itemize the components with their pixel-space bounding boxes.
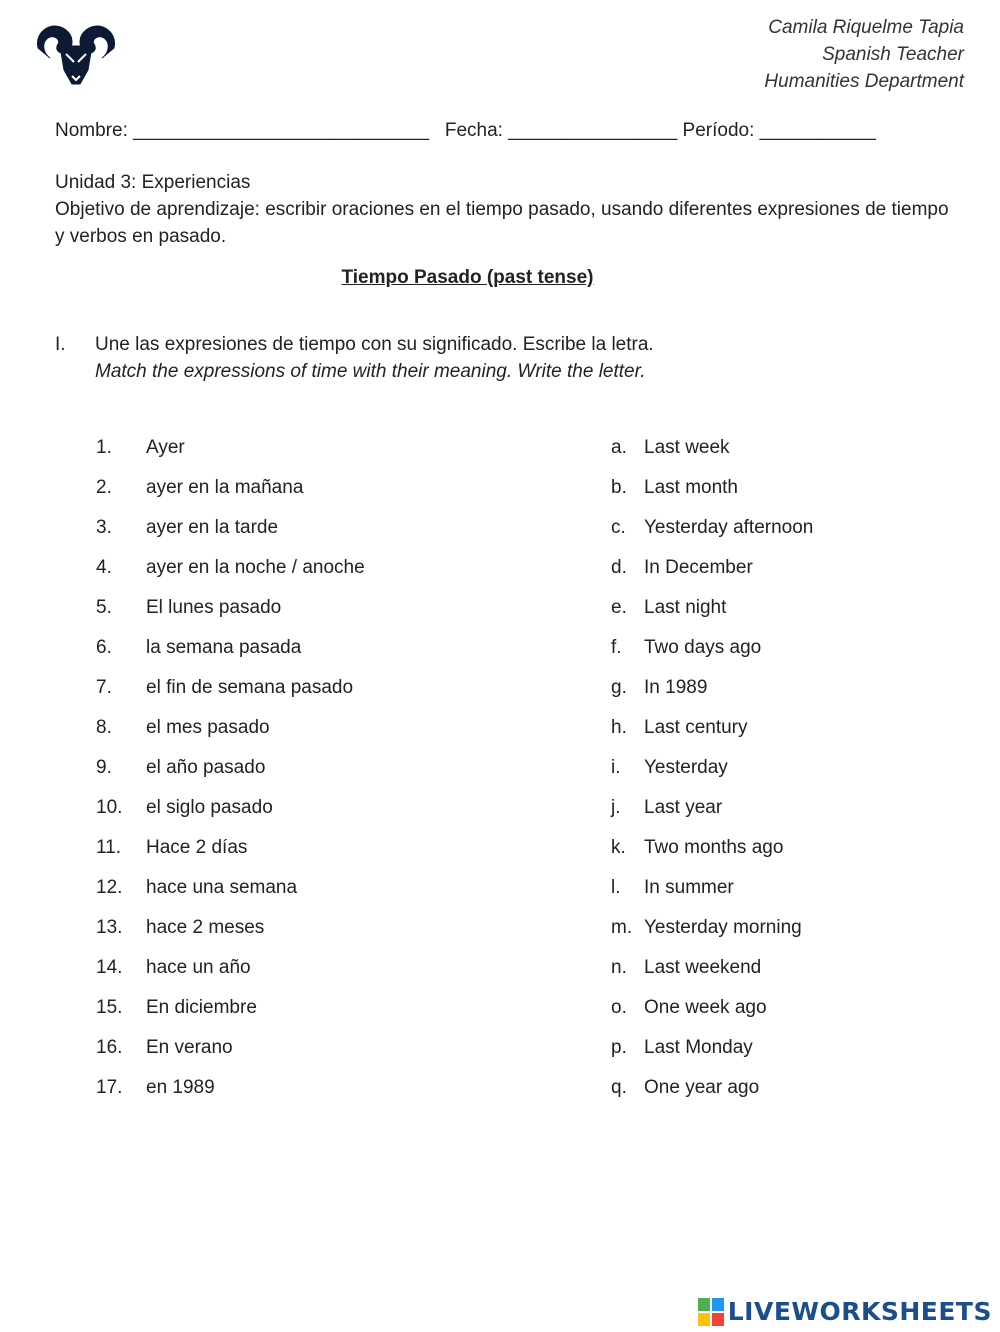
meaning-letter: j. [611, 797, 621, 818]
meaning-letter: n. [611, 957, 627, 978]
expression-item [96, 437, 516, 477]
expression-item [96, 637, 516, 677]
meaning-text: Two months ago [644, 837, 784, 858]
expression-item [96, 797, 516, 837]
meaning-letter: h. [611, 717, 627, 738]
expression-number: 4. [96, 557, 112, 578]
unit-block [55, 169, 955, 250]
meaning-letter: l. [611, 877, 621, 898]
meaning-item [611, 517, 971, 557]
meaning-text: One year ago [644, 1077, 760, 1098]
expression-number: 11. [96, 837, 122, 858]
expression-number: 7. [96, 677, 112, 698]
teacher-name: Camila Riquelme Tapia [768, 17, 964, 38]
meaning-text: In summer [644, 877, 734, 898]
expression-number: 13. [96, 917, 123, 938]
liveworksheets-text: LIVEWORKSHEETS [727, 1297, 992, 1326]
meaning-item [611, 757, 971, 797]
meaning-letter: f. [611, 637, 622, 658]
expression-item [96, 877, 516, 917]
learning-objective: Objetivo de aprendizaje: escribir oraciones en el tiempo pasado, usando diferentes expresiones de tiempo y verbos en pasado. [55, 199, 949, 247]
expression-text: En verano [146, 1037, 233, 1058]
meaning-letter: o. [611, 997, 627, 1018]
meaning-item [611, 477, 971, 517]
expression-item [96, 1077, 516, 1117]
expression-item [96, 677, 516, 717]
expression-number: 10. [96, 797, 123, 818]
meaning-item [611, 557, 971, 597]
meaning-letter: q. [611, 1077, 627, 1098]
expression-number: 5. [96, 597, 112, 618]
meaning-item [611, 917, 971, 957]
meaning-letter: i. [611, 757, 621, 778]
expression-item [96, 837, 516, 877]
expression-text: el mes pasado [146, 717, 270, 738]
student-info-fields[interactable]: Nombre: ____________________________ Fecha: ________________ Período: ___________ [55, 120, 876, 141]
expressions-list [96, 437, 516, 1117]
meaning-text: In December [644, 557, 753, 578]
expression-item [96, 757, 516, 797]
expression-text: En diciembre [146, 997, 257, 1018]
expression-text: la semana pasada [146, 637, 302, 658]
instruction-spanish: Une las expresiones de tiempo con su significado. Escribe la letra. [95, 334, 654, 355]
expression-text: Hace 2 días [146, 837, 248, 858]
unit-title: Unidad 3: Experiencias [55, 172, 251, 193]
instruction-english: Match the expressions of time with their meaning. Write the letter. [95, 361, 646, 382]
expression-text: hace un año [146, 957, 251, 978]
meaning-text: Last week [644, 437, 730, 458]
expression-number: 1. [96, 437, 112, 458]
meaning-text: Last weekend [644, 957, 762, 978]
meaning-letter: b. [611, 477, 627, 498]
meaning-item [611, 877, 971, 917]
meaning-text: One week ago [644, 997, 767, 1018]
meaning-letter: p. [611, 1037, 627, 1058]
expression-number: 16. [96, 1037, 123, 1058]
expression-number: 9. [96, 757, 112, 778]
meaning-item [611, 597, 971, 637]
expression-text: el año pasado [146, 757, 266, 778]
meaning-item [611, 437, 971, 477]
section-instructions [55, 331, 654, 385]
meaning-text: Two days ago [644, 637, 762, 658]
expression-item [96, 997, 516, 1037]
meaning-item [611, 837, 971, 877]
expression-text: el fin de semana pasado [146, 677, 354, 698]
meaning-letter: e. [611, 597, 627, 618]
expression-text: el siglo pasado [146, 797, 273, 818]
meaning-text: Last night [644, 597, 727, 618]
meaning-text: Last Monday [644, 1037, 753, 1058]
expression-text: ayer en la mañana [146, 477, 304, 498]
meaning-item [611, 677, 971, 717]
worksheet-title: Tiempo Pasado (past tense) [341, 267, 594, 288]
teacher-role: Spanish Teacher [822, 44, 964, 65]
meaning-letter: g. [611, 677, 627, 698]
expression-item [96, 917, 516, 957]
expression-item [96, 517, 516, 557]
meaning-item [611, 717, 971, 757]
meaning-letter: c. [611, 517, 626, 538]
expression-item [96, 957, 516, 997]
expression-item [96, 1037, 516, 1077]
teacher-info [764, 14, 964, 95]
meaning-text: Yesterday morning [644, 917, 802, 938]
expression-number: 12. [96, 877, 123, 898]
expression-text: hace 2 meses [146, 917, 265, 938]
meaning-letter: m. [611, 917, 633, 938]
meaning-text: In 1989 [644, 677, 708, 698]
meaning-letter: a. [611, 437, 627, 458]
expression-item [96, 717, 516, 757]
meaning-item [611, 957, 971, 997]
meaning-text: Last century [644, 717, 748, 738]
meaning-item [611, 997, 971, 1037]
section-numeral: I. [55, 334, 66, 355]
meaning-letter: d. [611, 557, 627, 578]
expression-number: 3. [96, 517, 112, 538]
ram-logo [30, 18, 122, 88]
expression-number: 6. [96, 637, 112, 658]
meaning-text: Yesterday afternoon [644, 517, 814, 538]
expression-text: ayer en la noche / anoche [146, 557, 365, 578]
meaning-item [611, 1077, 971, 1117]
meaning-letter: k. [611, 837, 626, 858]
meaning-text: Last year [644, 797, 723, 818]
expression-text: ayer en la tarde [146, 517, 279, 538]
expression-number: 17. [96, 1077, 123, 1098]
expression-item [96, 557, 516, 597]
expression-item [96, 477, 516, 517]
expression-number: 8. [96, 717, 112, 738]
expression-number: 2. [96, 477, 112, 498]
meaning-text: Last month [644, 477, 738, 498]
liveworksheets-logo-icon [698, 1298, 724, 1326]
expression-number: 15. [96, 997, 123, 1018]
expression-item [96, 597, 516, 637]
meaning-item [611, 1037, 971, 1077]
liveworksheets-brand [698, 1297, 992, 1326]
meaning-item [611, 797, 971, 837]
expression-text: hace una semana [146, 877, 298, 898]
department: Humanities Department [764, 71, 964, 92]
meanings-list [611, 437, 971, 1117]
expression-number: 14. [96, 957, 123, 978]
expression-text: Ayer [146, 437, 185, 458]
expression-text: El lunes pasado [146, 597, 282, 618]
meaning-text: Yesterday [644, 757, 728, 778]
meaning-item [611, 637, 971, 677]
expression-text: en 1989 [146, 1077, 215, 1098]
